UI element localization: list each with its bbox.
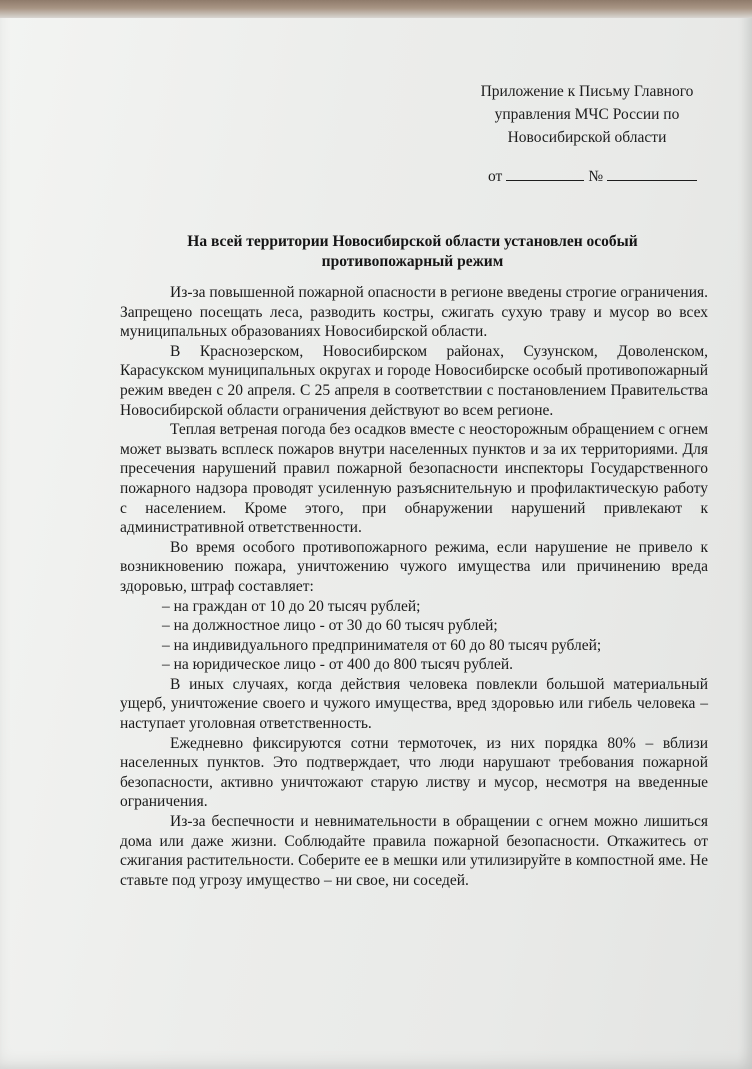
paragraph-weather: Теплая ветреная погода без осадков вместе с неосторожным обращением с огнем может вызвать всплеск пожаров внутри населенных пунктов и за их территориями. Для пресечения нарушений правил пожарной безопасности инспекторы Государственного пожарного надзора проводят усиленную разъяснительную и профилактическую работу с населением. Кроме этого, при обнаружении нарушений привлекают к административной ответственности. <box>120 421 709 537</box>
date-prefix: от <box>488 168 503 185</box>
title-line-1: На всей территории Новосибирской области установлен особый <box>187 233 638 250</box>
title-line-2: противопожарный режим <box>321 253 504 270</box>
paragraph-thermal-points: Ежедневно фиксируются сотни термоточек, из них порядка 80% – вблизи населенных пунктов. Это подтверждает, что люди нарушают требования пожарной безопасности, активно уничтожают старую листву и мусор, несмотря на введенные ограничения. <box>120 734 708 811</box>
paragraph-restrictions: Из-за повышенной пожарной опасности в регионе введены строгие ограничения. Запрещено посещать леса, разводить костры, сжигать сухую траву и мусор во всех муниципальных образованиях Новосибирской области. <box>120 284 708 341</box>
document-body <box>120 283 708 890</box>
page-top-edge <box>0 0 752 18</box>
date-number-line <box>488 166 697 186</box>
header-line-1: Приложение к Письму Главного <box>480 83 694 100</box>
document-title <box>120 232 705 272</box>
date-blank <box>506 166 584 181</box>
document-header <box>452 80 722 149</box>
header-line-3: Новосибирской области <box>507 129 667 146</box>
paragraph-fines-intro: Во время особого противопожарного режима, если нарушение не привело к возникновению пожара, уничтожению чужого имущества или причинению вреда здоровью, штраф составляет: <box>120 538 708 595</box>
paragraph-criminal-liability: В иных случаях, когда действия человека повлекли большой материальный ущерб, уничтожение своего и чужого имущества, вред здоровью или гибель человека – наступает уголовная ответственность. <box>120 675 708 733</box>
paragraph-districts: В Краснозерском, Новосибирском районах, Сузунском, Доволенском, Карасукском муниципальных округах и городе Новосибирске особый противопожарный режим введен с 20 апреля. С 25 апреля в соответствии с постановлением Правительства Новосибирской области ограничения действуют во всем регионе. <box>120 342 708 419</box>
fine-item-legal-entities: – на юридическое лицо - от 400 до 800 тысяч рублей. <box>162 656 514 674</box>
number-blank <box>607 166 697 181</box>
fine-item-citizens: – на граждан от 10 до 20 тысяч рублей; <box>162 597 421 615</box>
fine-item-officials: – на должностное лицо - от 30 до 60 тысяч рублей; <box>162 617 498 635</box>
header-line-2: управления МЧС России по <box>494 106 680 123</box>
number-prefix: № <box>588 168 604 185</box>
fine-item-entrepreneurs: – на индивидуального предпринимателя от 60 до 80 тысяч рублей; <box>162 636 602 654</box>
paragraph-safety-advice: Из-за беспечности и невнимательности в обращении с огнем можно лишиться дома или даже жизни. Соблюдайте правила пожарной безопасности. Откажитесь от сжигания растительности. Соберите ее в мешки или утилизируйте в компостной яме. Не ставьте под угрозу имущество – ни свое, ни соседей. <box>120 813 708 889</box>
